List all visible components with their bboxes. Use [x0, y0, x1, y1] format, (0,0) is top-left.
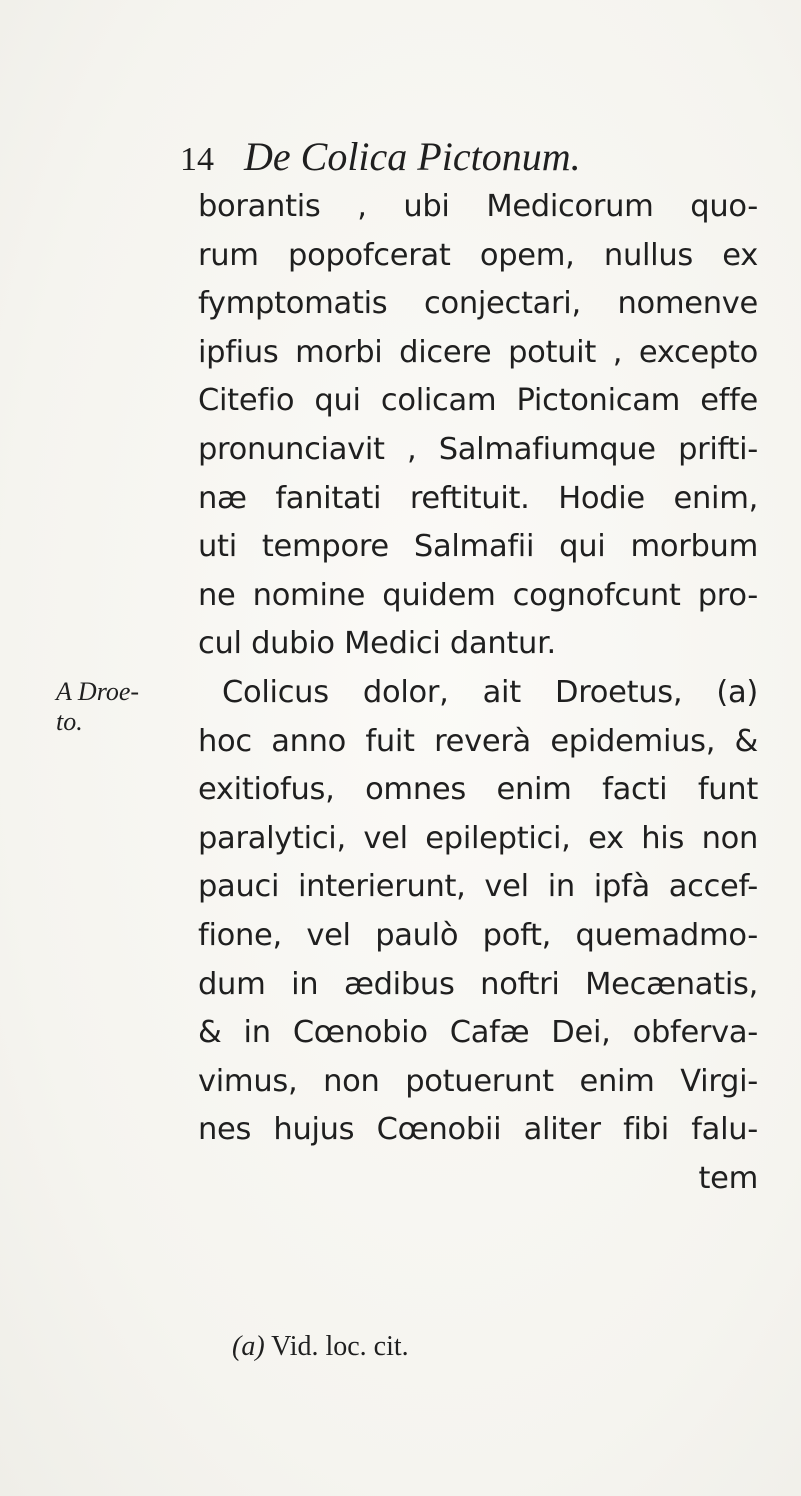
text-line: næ fanitati reftituit. Hodie enim,	[198, 480, 758, 516]
page-number: 14	[180, 141, 214, 178]
text-line: exitiofus, omnes enim facti funt	[198, 772, 758, 808]
catchword: tem	[698, 1160, 758, 1196]
text-line: cul dubio Medici dantur.	[198, 626, 556, 662]
text-line: uti tempore Salmafii qui morbum	[198, 529, 758, 565]
text-line: fione, vel paulò poft, quemadmo-	[198, 917, 758, 953]
margin-note	[56, 677, 146, 737]
text-line: ne nomine quidem cognofcunt pro-	[198, 577, 758, 613]
text-line: ipfius morbi dicere potuit , excepto	[198, 334, 758, 370]
footnote-text: Vid. loc. cit.	[271, 1331, 409, 1362]
text-line: Colicus dolor, ait Droetus, (a)	[222, 674, 758, 710]
text-line: borantis , ubi Medicorum quo-	[198, 189, 758, 224]
text-line: dum in ædibus noftri Mecænatis,	[198, 966, 758, 1002]
text-line: vimus, non potuerunt enim Virgi-	[198, 1063, 758, 1099]
main-text-block	[198, 183, 758, 1203]
text-line: nes hujus Cœnobii aliter fibi falu-	[198, 1112, 758, 1148]
text-line: Citefio qui colicam Pictonicam effe	[198, 383, 758, 419]
text-line: pronunciavit , Salmafiumque prifti-	[198, 431, 758, 467]
margin-note-line: to.	[56, 707, 83, 736]
running-header	[180, 132, 581, 185]
footnote	[232, 1330, 409, 1364]
text-line: hoc anno fuit reverà epidemius, &	[198, 723, 758, 759]
margin-note-line: A Droe-	[56, 677, 140, 706]
text-line: & in Cœnobio Cafæ Dei, obferva-	[198, 1015, 758, 1051]
footnote-marker: (a)	[232, 1331, 265, 1362]
text-line: rum popofcerat opem, nullus ex	[198, 237, 758, 273]
running-title: De Colica Pictonum.	[244, 134, 581, 179]
text-line: pauci interierunt, vel in ipfà accef-	[198, 869, 758, 905]
text-line: fymptomatis conjectari, nomenve	[198, 286, 758, 322]
text-line: paralytici, vel epileptici, ex his non	[198, 820, 758, 856]
